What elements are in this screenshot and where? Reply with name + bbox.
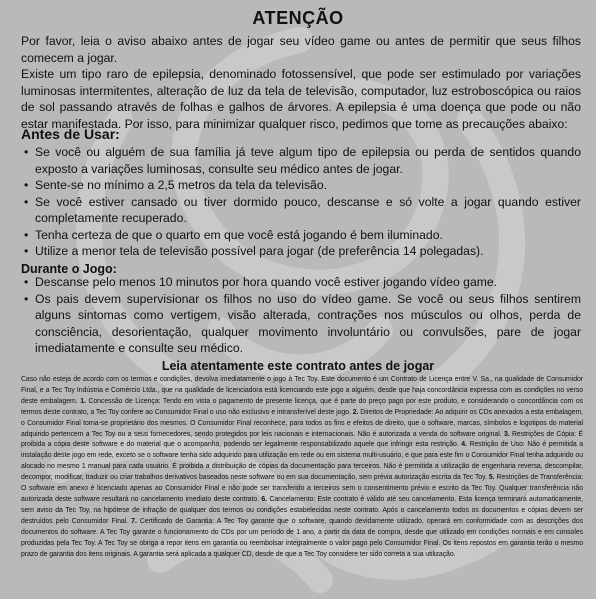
contract-segment: Direitos de Propriedade: Ao adquirir os CDs anexados a esta embalagem, o Consumidor Final torna-se proprietário dos mesmos. O Consumidor Final reconhece, para todos os fins e efeitos de direito, que o software, marcas, símbolos e logotipos do material adquirido pertencem a Tec Toy ou a seus fornecedores, sendo protegidos por leis nacionais e internacionais. Não é autorizada a venda do software original. [21,408,583,438]
list-item: • Tenha certeza de que o quarto em que você está jogando é bem iluminado. [21,227,581,244]
list-item: • Os pais devem supervisionar os filhos no uso do vídeo game. Se você ou seus filhos sentirem alguns sintomas como vertigem, visão alterada, contrações nos músculos ou olhos, perda de consciência, desorientação, qualquer movimento involuntário ou convulsões, pare de jogar imediatamente e consulte seu médico. [21,291,581,357]
contract-segment: Caso não esteja de acordo com os termos e condições, devolva imediatamente o jogo à Tec Toy. Este documento é um Contrato de Licença entre V. Sa., na qualidade de Consumidor Final, e a Tec Toy Indústria e Comércio Ltda., que na qualidade de licenciadora está licenciando este jogo a alguém, desde que haja concordância expressa com as condições no verso deste embalagem. [21,376,583,405]
before-list [21,144,581,260]
contract-segment: Restrições de Cópia: É proibida a cópia deste software e do material que o acompanha, podendo ser legalmente responsabilizado aquele que infringir esta restrição. [21,430,583,449]
contract-segment: Concessão de Licença: Tendo em vista o pagamento de presente licença, que é parte do preço pago por este produto, e considerando o concordância com os termos deste contrato, a Tec Toy confere ao Consumidor Final o uso não exclusivo e intransferível deste jogo. [21,397,583,416]
intro-paragraph-1: Por favor, leia o aviso abaixo antes de jogar seu vídeo game ou antes de permitir que seus filhos comecem a jogar. [21,34,581,65]
intro-paragraph-2: Existe um tipo raro de epilepsia, denominado fotossensível, que pode ser estimulado por variações luminosas intermitentes, alteração de luz da tela de televisão, computador, luz estroboscópica ou raios de sol passando através de folhas e galhos de árvores. A epilepsia é uma doença que pode ou não estar manifestada. Por isso, para minimizar qualquer risco, pedimos que tome as precauções abaixo: [21,67,581,131]
clause-number: 5. [488,474,495,482]
contract-heading: Leia atentamente este contrato antes de jogar [161,359,435,373]
clause-number: 3. [503,430,510,438]
clause-number: 4. [461,441,467,449]
contract-segment: Cancelamento: Este contrato é válido até seu cancelamento. Esta licença terminará automaticamente, sem aviso da Tec Toy, na hipótese de infração de qualquer dos termos ou condições estabelecidas neste contrato. Após o cancelamento todos os documentos e cópias devem ser destruídos pelo Consumidor Final. [21,495,584,525]
list-item: • Sente-se no mínimo a 2,5 metros da tela da televisão. [21,177,581,194]
during-list [21,274,581,357]
contract-segment: Restrição de Uso: Não é permitida a instalação deste jogo em rede, exceto se o software tenha sido adquirido para utilização em rede ou em sistema multi-usuário, e que para este fim o Consumidor Final tenha adquirido ou alocado no mesmo 1 manual para cada usuário. É proibida a distribuição de cópias da documentação para terceiros. Não é permitida a utilização de engenharia reversa, descompilar, decompor, modificar, traduzir ou criar trabalhos derivativos baseados neste software ou em sua documentação, sem prévia autorização escrita da Tec Toy. [21,441,583,482]
clause-number: 2. [352,408,359,416]
page-title: ATENÇÃO [252,8,344,28]
list-item: • Descanse pelo menos 10 minutos por hora quando você estiver jogando vídeo game. [21,274,581,291]
list-item: • Se você estiver cansado ou tiver dormido pouco, descanse e só volte a jogar quando estiver completamente recuperado. [21,194,581,227]
contract-segment: Restrições de Transferência: O software em anexo é licenciado apenas ao Consumidor Final e não pode ser transferido a terceiros sem o consentimento prévio e escrito da Tec Toy. Qualquer transferência não autorizada deste software resultará no cancelamento imediato deste contrato. [21,474,583,503]
clause-number: 1. [80,397,86,405]
clause-number: 7. [131,517,137,525]
contract-segment: Certificado de Garantia: A Tec Toy garante que o software, quando devidamente utilizado, operará em conformidade com as descrições dos documentos do software. A Tec Toy garante o funcionamento do CDs por um período de 1 ano, a partir da data de compra, desde que utilizado em condições normais e em consoles produzidas pela Tec Toy. A Tec Toy se obriga a repor itens em garantia ou reembolsar integralmente o valor pago pelo Consumidor Final. Os itens repostos em garantia terão o mesmo prazo de garantia dos itens originais. A garantia será aplicada a qualquer CD, desde de que a Tec Toy considere ter sido correta a sua utilização. [21,517,583,558]
section-heading-before: Antes de Usar: [21,126,120,142]
list-item: • Utilize a menor tela de televisão possível para jogar (de preferência 14 polegadas). [21,243,581,260]
clause-number: 6. [261,495,268,503]
section-heading-during: Durante o Jogo: [21,262,117,276]
contract-body [21,375,583,560]
list-item: • Se você ou alguém de sua família já teve algum tipo de epilepsia ou perda de sentidos quando exposto a variações luminosas, consulte seu médico antes de jogar. [21,144,581,177]
